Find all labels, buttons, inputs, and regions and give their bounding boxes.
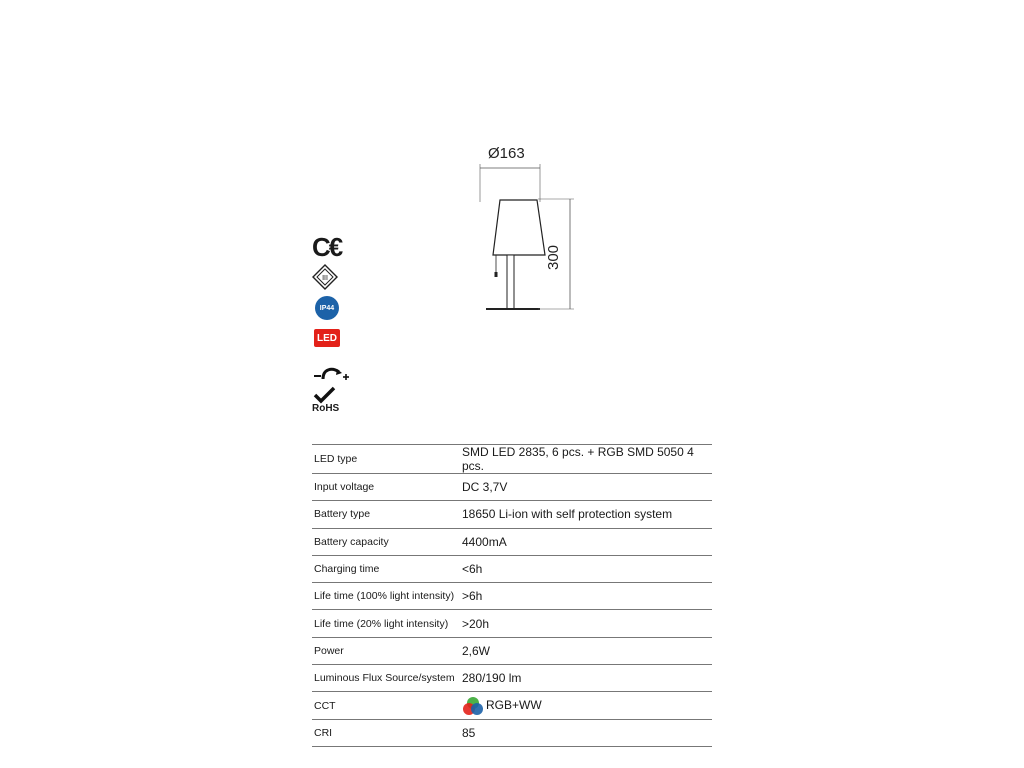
spec-value: 85 — [462, 725, 476, 740]
table-row — [312, 637, 712, 664]
spec-label: Battery type — [314, 508, 371, 521]
table-row — [312, 528, 712, 555]
rechargeable-battery-icon — [312, 363, 350, 383]
spec-label: Life time (100% light intensity) — [314, 590, 455, 603]
spec-value-cell — [460, 692, 712, 719]
spec-label: CRI — [314, 726, 333, 739]
table-row — [312, 665, 712, 692]
spec-label: Luminous Flux Source/system — [314, 672, 455, 685]
spec-label: Power — [314, 644, 344, 657]
spec-value: 4400mA — [462, 534, 507, 549]
table-row — [312, 583, 712, 610]
spec-label: Battery capacity — [314, 535, 389, 548]
spec-label: Life time (20% light intensity) — [314, 617, 449, 630]
spec-value: DC 3,7V — [462, 480, 508, 495]
spec-value: >20h — [462, 616, 490, 631]
spec-value: RGB+WW — [486, 697, 542, 712]
rohs-checkmark-icon — [312, 386, 338, 404]
spec-label: LED type — [314, 453, 358, 465]
table-row — [312, 501, 712, 528]
spec-table — [312, 444, 712, 747]
lamp-dimension-drawing — [470, 140, 590, 320]
table-row — [312, 719, 712, 746]
spec-value: SMD LED 2835, 6 pcs. + RGB SMD 5050 4 pcs. — [462, 445, 694, 473]
diameter-label: Ø163 — [488, 145, 525, 162]
table-row — [312, 445, 712, 474]
table-row — [312, 610, 712, 637]
spec-value: 280/190 lm — [462, 671, 522, 686]
spec-label: Input voltage — [314, 481, 375, 494]
table-row — [312, 474, 712, 501]
ip44-icon: IP44 — [315, 296, 339, 320]
rohs-icon: RoHS — [312, 403, 340, 414]
class-iii-text: III — [322, 275, 328, 282]
rgb-color-icon — [462, 696, 484, 716]
table-row — [312, 555, 712, 582]
height-label: 300 — [545, 244, 562, 270]
class-iii-icon — [312, 264, 338, 290]
led-icon: LED — [314, 329, 340, 347]
spec-label: Charging time — [314, 563, 380, 576]
spec-value: 2,6W — [462, 643, 491, 658]
spec-value: >6h — [462, 589, 483, 604]
spec-label: CCT — [314, 699, 336, 712]
spec-value: <6h — [462, 562, 483, 577]
table-row — [312, 692, 712, 719]
ce-mark-icon: C€ — [312, 232, 342, 262]
spec-value: 18650 Li-ion with self protection system — [462, 507, 673, 522]
